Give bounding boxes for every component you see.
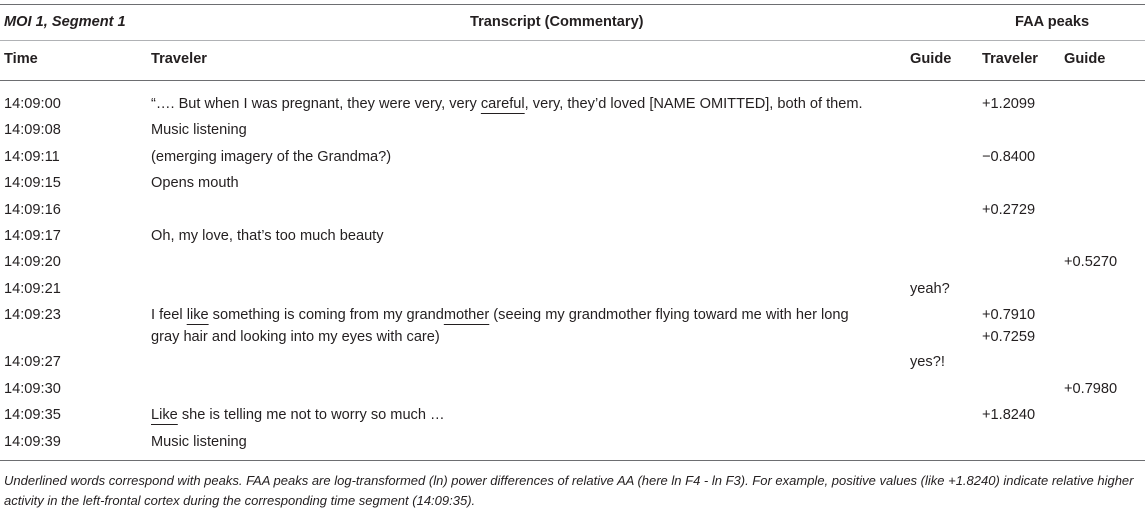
table-cell-traveler xyxy=(151,120,247,140)
faa-group-header: FAA peaks xyxy=(1015,14,1090,30)
table-cell-time: 14:09:39 xyxy=(4,434,61,450)
underlined-peak-word: careful xyxy=(480,96,525,112)
table-cell-time: 14:09:30 xyxy=(4,381,61,397)
table-cell-time: 14:09:16 xyxy=(4,202,61,218)
table-footnote: Underlined words correspond with peaks. FAA peaks are log-transformed (ln) power differences of relative AA (here ln F4 - ln F3). For example, positive values (like +1.8240) indicate relative higher activity in the left-frontal cortex during the corresponding time segment (14:09:35). xyxy=(4,473,1134,508)
table-cell-traveler-continued: gray hair and looking into my eyes with care) xyxy=(151,329,440,345)
table-cell-time: 14:09:11 xyxy=(4,149,60,165)
table-cell-faa-traveler: +1.8240 xyxy=(982,407,1036,423)
table-cell-traveler xyxy=(151,94,863,114)
table-cell-time: 14:09:17 xyxy=(4,228,61,244)
table-cell-traveler xyxy=(151,405,445,425)
table-cell-time: 14:09:08 xyxy=(4,122,61,138)
table-cell-time: 14:09:00 xyxy=(4,96,61,112)
transcript-text: she is telling me not to worry so much … xyxy=(177,407,445,423)
table-cell-time: 14:09:21 xyxy=(4,281,61,297)
table-cell-faa-traveler: +0.7910 xyxy=(982,307,1036,323)
underlined-peak-word: mother xyxy=(443,307,490,323)
table-cell-time: 14:09:23 xyxy=(4,307,61,323)
col-header-faa-traveler: Traveler xyxy=(982,51,1038,67)
underlined-peak-word: Like xyxy=(151,407,178,423)
transcript-text: Opens mouth xyxy=(151,175,239,191)
transcript-text: I feel xyxy=(151,307,187,323)
table-cell-traveler xyxy=(151,147,391,167)
table-cell-time: 14:09:35 xyxy=(4,407,61,423)
table-cell-traveler xyxy=(151,432,247,452)
table-cell-guide: yeah? xyxy=(910,281,950,297)
table-cell-traveler xyxy=(151,305,849,325)
table-cell-time: 14:09:15 xyxy=(4,175,61,191)
col-header-time: Time xyxy=(4,51,38,67)
table-cell-faa-traveler: +1.2099 xyxy=(982,96,1036,112)
transcript-text: Music listening xyxy=(151,434,247,450)
transcript-text: Music listening xyxy=(151,122,247,138)
table-cell-traveler xyxy=(151,226,384,246)
transcript-group-header: Transcript (Commentary) xyxy=(470,14,644,30)
col-header-faa-guide: Guide xyxy=(1064,51,1106,67)
table-cell-faa-traveler: +0.2729 xyxy=(982,202,1036,218)
table-cell-faa-traveler: −0.8400 xyxy=(982,149,1036,165)
table-cell-faa-guide: +0.5270 xyxy=(1064,254,1118,270)
underlined-peak-word: like xyxy=(186,307,209,323)
table-cell-time: 14:09:27 xyxy=(4,354,61,370)
table-top-rule xyxy=(0,4,1145,5)
header-bottom-rule xyxy=(0,80,1145,81)
transcript-text: something is coming from my grand xyxy=(208,307,444,323)
transcript-text: (seeing my grandmother flying toward me with her long xyxy=(489,307,849,323)
transcript-text: Oh, my love, that’s too much beauty xyxy=(151,228,384,244)
transcript-text: , very, they’d loved [NAME OMITTED], both of them. xyxy=(524,96,863,112)
table-cell-faa-guide: +0.7980 xyxy=(1064,381,1118,397)
transcript-text: “…. But when I was pregnant, they were very, very xyxy=(151,96,481,112)
section-title: MOI 1, Segment 1 xyxy=(4,14,126,30)
col-header-traveler: Traveler xyxy=(151,51,207,67)
transcript-text: (emerging imagery of the Grandma?) xyxy=(151,149,392,165)
table-cell-time: 14:09:20 xyxy=(4,254,61,270)
table-bottom-rule xyxy=(0,460,1145,461)
table-cell-faa-traveler: +0.7259 xyxy=(982,329,1036,345)
group-header-rule xyxy=(0,40,1145,41)
table-cell-traveler xyxy=(151,173,239,193)
col-header-guide: Guide xyxy=(910,51,952,67)
table-cell-guide: yes?! xyxy=(910,354,945,370)
